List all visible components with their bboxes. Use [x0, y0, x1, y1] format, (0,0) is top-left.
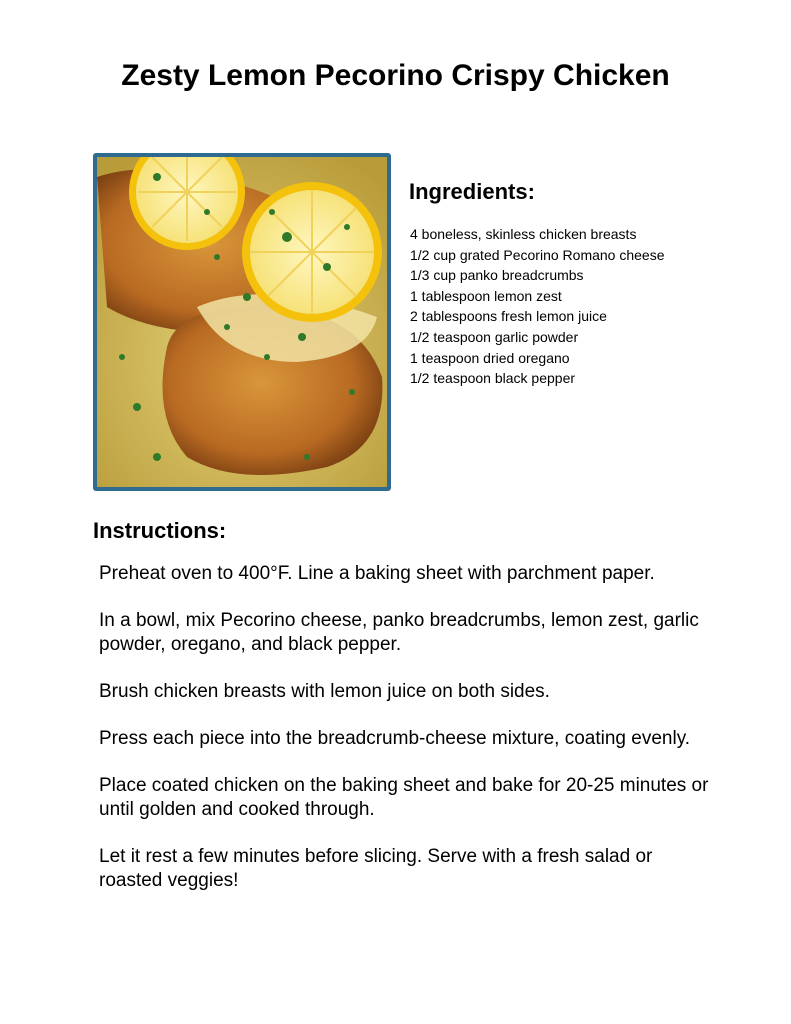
instruction-step: Press each piece into the breadcrumb-cheese mixture, coating evenly. [99, 728, 691, 749]
instruction-step: Brush chicken breasts with lemon juice on both sides. [99, 681, 550, 702]
recipe-photo [93, 153, 391, 491]
ingredient-item: 2 tablespoons fresh lemon juice [410, 308, 607, 325]
chicken-photo-illustration [97, 157, 387, 487]
ingredients-list [410, 224, 665, 389]
instruction-step: In a bowl, mix Pecorino cheese, panko breadcrumbs, lemon zest, garlic powder, oregano, and black pepper. [99, 610, 699, 655]
page-title: Zesty Lemon Pecorino Crispy Chicken [121, 59, 670, 92]
ingredient-item: 1/2 teaspoon black pepper [410, 370, 576, 387]
ingredient-item: 1 teaspoon dried oregano [410, 349, 570, 366]
instruction-step: Place coated chicken on the baking sheet and bake for 20-25 minutes or until golden and cooked through. [99, 775, 709, 820]
instructions-heading: Instructions: [93, 518, 227, 543]
ingredient-item: 1/3 cup panko breadcrumbs [410, 267, 584, 284]
ingredient-item: 1 tablespoon lemon zest [410, 287, 562, 304]
ingredient-item: 1/2 teaspoon garlic powder [410, 328, 579, 345]
ingredients-heading: Ingredients: [409, 179, 535, 204]
instruction-step: Let it rest a few minutes before slicing. Serve with a fresh salad or roasted veggies! [99, 846, 653, 891]
ingredient-item: 1/2 cup grated Pecorino Romano cheese [410, 246, 665, 263]
instructions-list [99, 562, 709, 916]
instruction-step: Preheat oven to 400°F. Line a baking sheet with parchment paper. [99, 563, 655, 584]
lemon-slice-icon [242, 182, 382, 322]
ingredient-item: 4 boneless, skinless chicken breasts [410, 226, 637, 242]
